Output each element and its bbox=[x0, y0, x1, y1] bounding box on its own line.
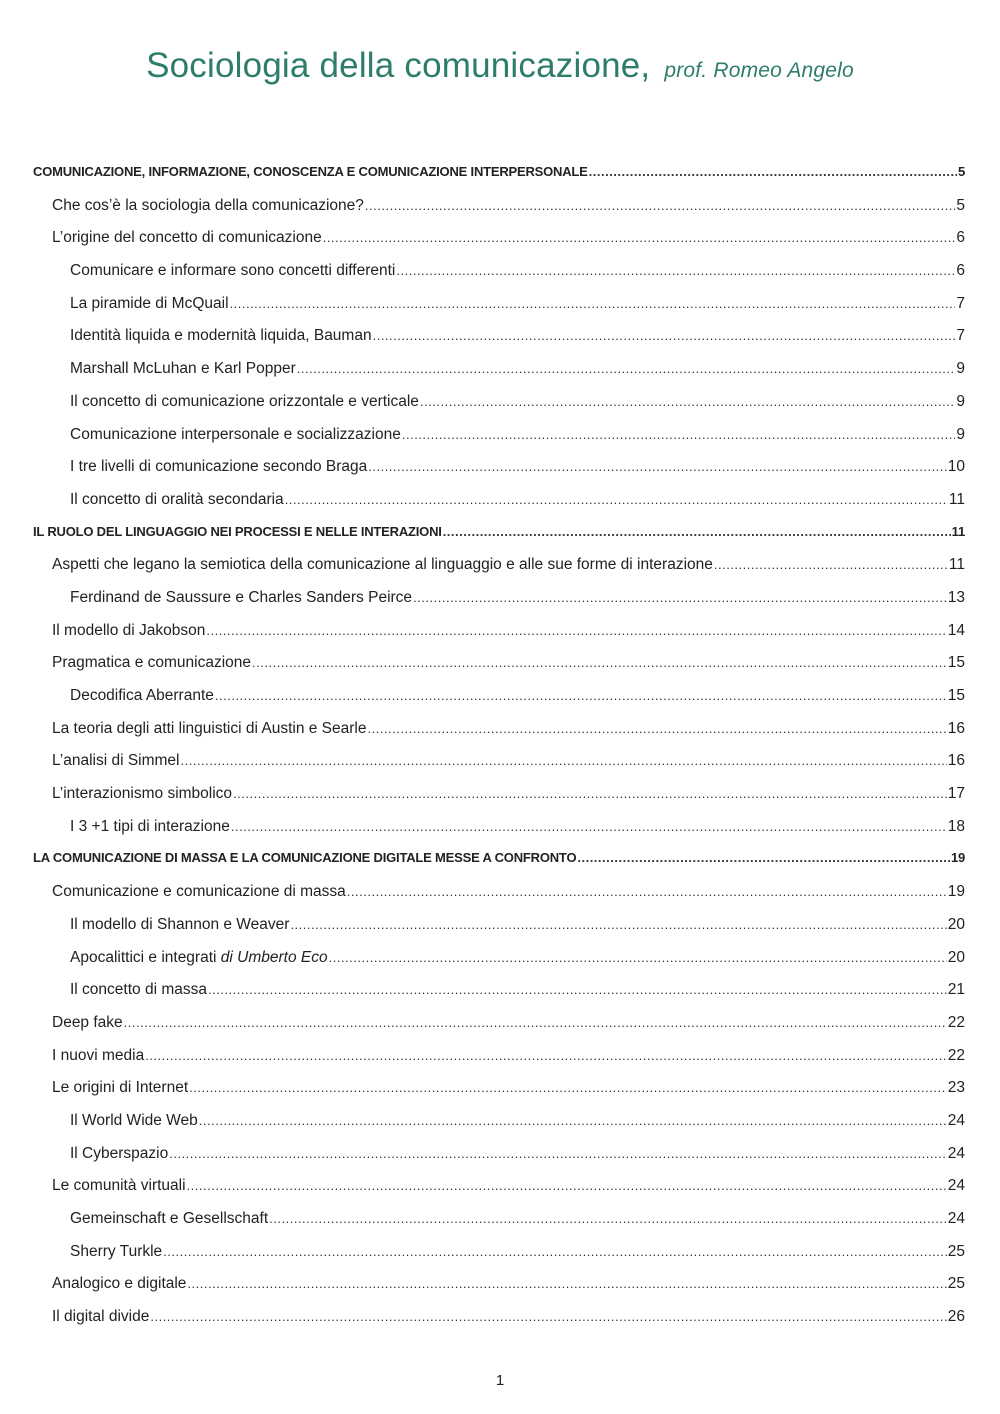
toc-entry[interactable] bbox=[33, 197, 965, 230]
toc-entry-label bbox=[52, 1079, 188, 1097]
toc-leader-dots bbox=[365, 198, 955, 213]
toc-entry-label-text: IL RUOLO DEL LINGUAGGIO NEI PROCESSI E NELLE INTERAZIONI bbox=[33, 523, 442, 539]
toc-leader-dots bbox=[329, 950, 947, 965]
toc-leader-dots bbox=[208, 982, 947, 997]
toc-leader-dots bbox=[589, 164, 957, 179]
toc-entry-page: 17 bbox=[947, 785, 965, 803]
toc-entry-label bbox=[52, 197, 364, 215]
toc-leader-dots bbox=[402, 427, 956, 442]
toc-entry-page: 5 bbox=[957, 164, 965, 179]
toc-entry[interactable] bbox=[33, 1177, 965, 1210]
toc-entry-page: 14 bbox=[947, 621, 965, 639]
toc-entry-label bbox=[52, 229, 322, 247]
toc-entry-label bbox=[52, 1308, 149, 1326]
toc-leader-dots bbox=[150, 1309, 946, 1324]
toc-entry-label bbox=[52, 622, 205, 640]
toc-entry-page: 7 bbox=[956, 327, 965, 345]
toc-entry-label-text: Deep fake bbox=[52, 1013, 123, 1031]
toc-entry-page: 11 bbox=[948, 556, 965, 574]
toc-leader-dots bbox=[233, 786, 947, 801]
toc-leader-dots bbox=[396, 263, 955, 278]
toc-entry[interactable] bbox=[33, 1275, 965, 1308]
toc-entry-label bbox=[52, 1275, 186, 1293]
toc-entry[interactable] bbox=[33, 1210, 965, 1243]
toc-entry-label bbox=[33, 850, 576, 865]
toc-entry[interactable] bbox=[33, 229, 965, 262]
toc-entry-label-text: Il modello di Jakobson bbox=[52, 621, 206, 639]
toc-entry-label bbox=[52, 752, 180, 770]
toc-entry-page: 16 bbox=[947, 752, 965, 770]
toc-leader-dots bbox=[181, 753, 947, 768]
toc-entry[interactable] bbox=[33, 1014, 965, 1047]
toc-entry-page: 6 bbox=[956, 229, 965, 247]
toc-entry-label bbox=[70, 589, 412, 607]
toc-leader-dots bbox=[413, 590, 947, 605]
toc-entry-label-text: Comunicazione interpersonale e socializzazione bbox=[70, 425, 401, 443]
toc-entry-label-text: Marshall McLuhan e Karl Popper bbox=[70, 360, 296, 378]
toc-entry-page: 18 bbox=[947, 817, 965, 835]
toc-entry-label-text: Identità liquida e modernità liquida, Bauman bbox=[70, 327, 372, 345]
toc-entry-page: 9 bbox=[956, 392, 965, 410]
toc-entry-label-text: Che cos’è la sociologia della comunicazione? bbox=[52, 196, 364, 214]
toc-entry-label bbox=[52, 1047, 144, 1065]
toc-entry-label-text: Comunicare e informare sono concetti differenti bbox=[70, 262, 396, 280]
toc-entry-label bbox=[70, 295, 229, 313]
toc-entry-label bbox=[70, 949, 328, 967]
toc-entry[interactable] bbox=[33, 785, 965, 818]
toc-entry-label bbox=[52, 1177, 186, 1195]
page-number: 1 bbox=[495, 1372, 505, 1389]
toc-entry-label bbox=[70, 393, 419, 411]
toc-entry-label bbox=[70, 1243, 162, 1261]
toc-entry-page: 26 bbox=[947, 1308, 965, 1326]
toc-leader-dots bbox=[231, 819, 947, 834]
toc-entry[interactable] bbox=[33, 556, 965, 589]
toc-leader-dots bbox=[169, 1146, 947, 1161]
toc-entry[interactable] bbox=[33, 164, 965, 197]
toc-entry-label-text: I nuovi media bbox=[52, 1046, 145, 1064]
toc-entry[interactable] bbox=[33, 524, 965, 557]
toc-entry[interactable] bbox=[33, 687, 965, 720]
toc-entry[interactable] bbox=[33, 1079, 965, 1112]
toc-leader-dots bbox=[215, 688, 947, 703]
toc-entry-label-text: Il Cyberspazio bbox=[70, 1144, 169, 1162]
toc-entry-page: 24 bbox=[947, 1144, 965, 1162]
title-text: Sociologia della comunicazione, bbox=[146, 46, 651, 85]
author-name: prof. Romeo Angelo bbox=[664, 59, 854, 82]
toc-entry-label-text: L’analisi di Simmel bbox=[52, 752, 180, 770]
toc-entry[interactable] bbox=[33, 1112, 965, 1145]
toc-entry-label bbox=[52, 720, 367, 738]
toc-entry[interactable] bbox=[33, 295, 965, 328]
toc-entry-page: 9 bbox=[956, 425, 965, 443]
toc-entry-label-text: Pragmatica e comunicazione bbox=[52, 654, 252, 672]
toc-entry-label-text: I tre livelli di comunicazione secondo Braga bbox=[70, 458, 368, 476]
toc-entry-label-text: L’origine del concetto di comunicazione bbox=[52, 229, 322, 247]
toc-entry-label bbox=[70, 1145, 168, 1163]
toc-entry-label bbox=[52, 1014, 123, 1032]
toc-entry-label-text: Il concetto di comunicazione orizzontale e verticale bbox=[70, 392, 419, 410]
toc-entry[interactable] bbox=[33, 949, 965, 982]
toc-leader-dots bbox=[187, 1276, 946, 1291]
toc-entry-label-text: Analogico e digitale bbox=[52, 1275, 187, 1293]
toc-entry[interactable] bbox=[33, 622, 965, 655]
toc-entry-label-text: I 3 +1 tipi di interazione bbox=[70, 817, 230, 835]
toc-entry-label-text: Aspetti che legano la semiotica della comunicazione al linguaggio e alle sue forme di interazione bbox=[52, 556, 713, 574]
toc-entry[interactable] bbox=[33, 1047, 965, 1080]
toc-entry-label-text: Il concetto di massa bbox=[70, 981, 207, 999]
toc-entry-label-text: Gemeinschaft e Gesellschaft bbox=[70, 1210, 269, 1227]
document-title bbox=[0, 46, 1000, 86]
toc-entry-label-text: Le comunità virtuali bbox=[52, 1177, 186, 1195]
toc-leader-dots bbox=[443, 524, 951, 539]
toc-entry-label-text: Sherry Turkle bbox=[70, 1242, 163, 1260]
toc-entry-label-italic: di Umberto Eco bbox=[220, 948, 328, 966]
toc-entry-label-text: L’interazionismo simbolico bbox=[52, 785, 233, 803]
toc-entry[interactable] bbox=[33, 752, 965, 785]
toc-leader-dots bbox=[269, 1211, 947, 1226]
toc-entry-page: 24 bbox=[947, 1111, 965, 1129]
toc-entry[interactable] bbox=[33, 262, 965, 295]
toc-entry-label-text: Le origini di Internet bbox=[52, 1079, 189, 1097]
toc-entry[interactable] bbox=[33, 720, 965, 753]
toc-entry-label-text: COMUNICAZIONE, INFORMAZIONE, CONOSCENZA E COMUNICAZIONE INTERPERSONALE bbox=[33, 164, 588, 179]
toc-leader-dots bbox=[230, 296, 956, 311]
toc-entry-page: 22 bbox=[947, 1046, 965, 1064]
toc-leader-dots bbox=[373, 328, 956, 343]
toc-entry-label bbox=[70, 327, 372, 345]
toc-entry-page: 25 bbox=[947, 1275, 965, 1293]
toc-leader-dots bbox=[206, 623, 946, 638]
toc-entry-label bbox=[33, 524, 442, 539]
toc-leader-dots bbox=[368, 721, 947, 736]
toc-entry-page: 22 bbox=[947, 1013, 965, 1031]
toc-leader-dots bbox=[252, 655, 947, 670]
toc-entry-label-text: Comunicazione e comunicazione di massa bbox=[52, 883, 346, 901]
toc-entry-label bbox=[52, 556, 713, 574]
toc-leader-dots bbox=[577, 850, 950, 865]
toc-entry-label bbox=[70, 981, 207, 999]
toc-leader-dots bbox=[290, 917, 946, 932]
toc-entry-page: 9 bbox=[956, 360, 965, 378]
toc-entry-label-text: Il modello di Shannon e Weaver bbox=[70, 915, 290, 933]
toc-entry-label-text: Ferdinand de Saussure e Charles Sanders Peirce bbox=[70, 588, 413, 606]
toc-entry[interactable] bbox=[33, 883, 965, 916]
toc-leader-dots bbox=[297, 361, 956, 376]
toc-entry-label-text: La teoria degli atti linguistici di Austin e Searle bbox=[52, 719, 367, 737]
toc-entry-page: 24 bbox=[947, 1177, 965, 1195]
toc-entry-page: 11 bbox=[951, 523, 965, 539]
toc-entry-page: 15 bbox=[947, 687, 965, 704]
toc-entry-label-text: Il World Wide Web bbox=[70, 1111, 198, 1129]
toc-entry[interactable] bbox=[33, 360, 965, 393]
toc-entry-label bbox=[70, 360, 296, 378]
toc-entry-label bbox=[70, 491, 284, 509]
toc-entry-page: 20 bbox=[947, 948, 965, 966]
toc-entry[interactable] bbox=[33, 818, 965, 851]
toc-entry[interactable] bbox=[33, 327, 965, 360]
toc-entry-label bbox=[52, 785, 232, 803]
toc-entry-label bbox=[70, 262, 395, 280]
toc-entry-page: 13 bbox=[947, 588, 965, 606]
toc-entry-label-text: Il concetto di oralità secondaria bbox=[70, 490, 284, 508]
toc-leader-dots bbox=[145, 1048, 947, 1063]
toc-entry[interactable] bbox=[33, 981, 965, 1014]
toc-entry[interactable] bbox=[33, 1243, 965, 1276]
toc-entry-page: 7 bbox=[956, 294, 965, 312]
toc-entry-label bbox=[70, 426, 401, 444]
toc-entry[interactable] bbox=[33, 916, 965, 949]
toc-entry[interactable] bbox=[33, 491, 965, 524]
toc-entry[interactable] bbox=[33, 458, 965, 491]
toc-entry-page: 24 bbox=[947, 1210, 965, 1227]
toc-entry[interactable] bbox=[33, 426, 965, 459]
toc-entry[interactable] bbox=[33, 654, 965, 687]
toc-entry-label-text: Il digital divide bbox=[52, 1308, 150, 1326]
toc-entry-page: 15 bbox=[947, 654, 965, 672]
toc-entry[interactable] bbox=[33, 393, 965, 426]
toc-entry-page: 10 bbox=[947, 458, 965, 476]
toc-entry-page: 21 bbox=[947, 981, 965, 999]
toc-entry-page: 25 bbox=[947, 1242, 965, 1260]
toc-leader-dots bbox=[347, 884, 947, 899]
toc-entry-label bbox=[33, 164, 588, 179]
toc-leader-dots bbox=[124, 1015, 947, 1030]
toc-leader-dots bbox=[323, 230, 956, 245]
toc-entry-label-text: La piramide di McQuail bbox=[70, 294, 229, 312]
toc-entry-label bbox=[70, 687, 214, 705]
toc-entry-label-text: Apocalittici e integrati bbox=[70, 948, 217, 966]
toc-entry[interactable] bbox=[33, 1308, 965, 1341]
toc-entry-page: 11 bbox=[948, 490, 965, 508]
toc-entry[interactable] bbox=[33, 589, 965, 622]
toc-leader-dots bbox=[189, 1080, 947, 1095]
toc-entry-label bbox=[52, 883, 346, 901]
toc-entry-label bbox=[70, 458, 367, 476]
toc-entry-page: 6 bbox=[956, 262, 965, 280]
toc-leader-dots bbox=[714, 557, 948, 572]
toc-entry[interactable] bbox=[33, 850, 965, 883]
toc-entry-label bbox=[70, 1210, 268, 1228]
toc-leader-dots bbox=[368, 459, 947, 474]
toc-entry-page: 23 bbox=[947, 1079, 965, 1097]
toc-leader-dots bbox=[163, 1244, 947, 1259]
toc-entry-page: 5 bbox=[956, 196, 965, 214]
toc-entry-page: 19 bbox=[950, 850, 965, 866]
toc-leader-dots bbox=[187, 1178, 947, 1193]
toc-entry[interactable] bbox=[33, 1145, 965, 1178]
toc-entry-page: 20 bbox=[947, 915, 965, 933]
toc-entry-label bbox=[52, 654, 251, 672]
toc-entry-label bbox=[70, 818, 230, 836]
table-of-contents bbox=[33, 164, 965, 1341]
toc-leader-dots bbox=[285, 492, 948, 507]
toc-entry-label bbox=[70, 916, 289, 934]
toc-leader-dots bbox=[420, 394, 955, 409]
toc-entry-label bbox=[70, 1112, 198, 1130]
toc-entry-page: 19 bbox=[947, 883, 965, 901]
toc-leader-dots bbox=[199, 1113, 947, 1128]
toc-entry-label-text: LA COMUNICAZIONE DI MASSA E LA COMUNICAZIONE DIGITALE MESSE A CONFRONTO bbox=[33, 850, 577, 866]
toc-entry-label-text: Decodifica Aberrante bbox=[70, 687, 214, 704]
toc-entry-page: 16 bbox=[947, 719, 965, 737]
